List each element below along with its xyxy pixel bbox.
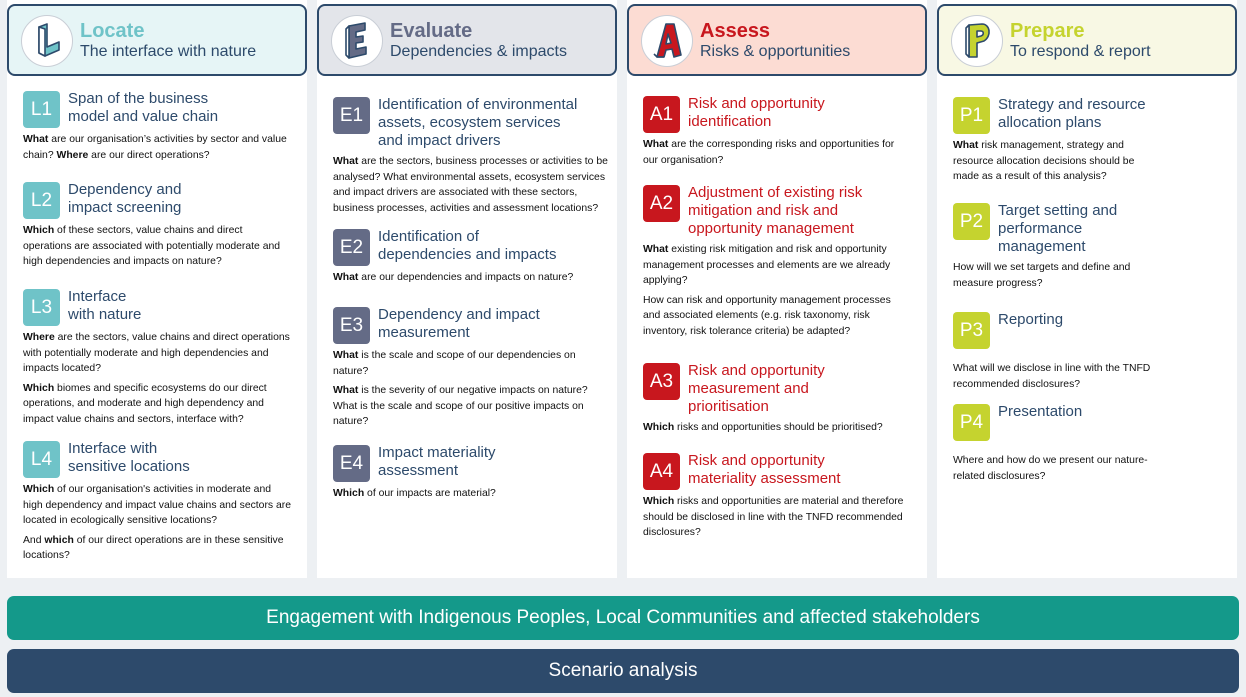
item-title-line: opportunity management (688, 220, 854, 237)
description-text: are the sectors, value chains and direct operations with potentially moderate and high dependencies and impacts located? (23, 332, 290, 375)
assess-header (627, 4, 927, 76)
locate-L-icon (21, 15, 73, 67)
item-description (23, 132, 293, 163)
description-text: How can risk and opportunity management processes and associated elements (e.g. risk taxonomy, risk inventory, risk tolerance criteria) be adapted? (643, 294, 891, 337)
assess-A-icon (641, 15, 693, 67)
description-paragraph (333, 154, 613, 216)
item-title (998, 311, 1063, 329)
item-header (23, 181, 301, 219)
item-title (68, 90, 218, 126)
item-title-line: Risk and opportunity (688, 95, 825, 112)
question-keyword: Which (643, 496, 675, 507)
description-paragraph (333, 383, 613, 430)
item-title-line: Span of the business (68, 90, 209, 107)
question-keyword: Which (333, 488, 365, 499)
description-paragraph (333, 348, 613, 379)
item-header (23, 288, 301, 326)
description-text: Where and how do we present our nature-related disclosures? (953, 455, 1148, 482)
question-keyword: Which (23, 382, 55, 394)
item-description (643, 242, 908, 340)
item-title-line: Risk and opportunity (688, 362, 825, 379)
item-title-line: Impact materiality (378, 444, 496, 461)
item-p4 (937, 403, 1237, 484)
item-e4 (317, 444, 617, 502)
question-keyword: What (333, 272, 359, 283)
item-a1 (627, 95, 927, 168)
question-keyword: What (953, 140, 979, 151)
item-title-line: sensitive locations (68, 458, 190, 475)
item-header (643, 184, 921, 238)
item-title-line: materiality assessment (688, 470, 841, 487)
question-keyword: What (643, 139, 669, 150)
item-description (23, 482, 293, 564)
item-title-line: Adjustment of existing risk (688, 184, 863, 201)
item-title-line: management (998, 238, 1086, 255)
item-l2 (7, 181, 307, 270)
description-text: of our impacts are material? (364, 488, 496, 499)
item-description (23, 223, 293, 270)
item-title (378, 306, 540, 342)
assess-column (627, 0, 927, 578)
prepare-title: Prepare (1010, 20, 1085, 42)
description-paragraph (23, 132, 293, 163)
description-paragraph (23, 381, 293, 428)
item-title-line: Reporting (998, 311, 1064, 328)
description-text: are our organisation’s activities by sector and value chain? (23, 134, 287, 161)
evaluate-subtitle: Dependencies & impacts (390, 43, 567, 60)
description-text: are the sectors, business processes or activities to be analysed? What environmental assets, ecosystem services and impact drivers are associated with these sectors, business processes, activities and assessment locations? (333, 156, 608, 214)
badge-e3: E3 (333, 307, 370, 344)
item-header (333, 228, 611, 266)
locate-title: Locate (80, 20, 145, 42)
item-description (333, 270, 613, 286)
question-keyword: Which (23, 225, 55, 236)
item-title (68, 181, 181, 217)
item-description (643, 494, 908, 541)
item-title-line: Target setting and (998, 202, 1118, 219)
engagement-bar: Engagement with Indigenous Peoples, Local Communities and affected stakeholders (7, 596, 1239, 640)
item-description (333, 486, 613, 502)
description-text: of our organisation's activities in moderate and high dependency and impact value chains and sectors are located in ecologically sensitive locations? (23, 484, 292, 527)
item-p1 (937, 96, 1237, 185)
item-description (643, 420, 908, 436)
question-keyword: Which (643, 422, 675, 433)
item-title-line: mitigation and risk and (688, 202, 839, 219)
item-title-line: performance (998, 220, 1083, 237)
description-paragraph (953, 138, 1163, 185)
description-text: What will we disclose in line with the TNFD recommended disclosures? (953, 363, 1151, 390)
question-keyword: which (44, 534, 74, 546)
prepare-column (937, 0, 1237, 578)
item-l3 (7, 288, 307, 428)
badge-p1: P1 (953, 97, 990, 134)
item-title (998, 96, 1146, 132)
item-title-line: Interface (68, 288, 127, 305)
item-title-line: model and value chain (68, 108, 219, 125)
question-keyword: Which (23, 484, 55, 495)
item-title-line: Identification of environmental (378, 96, 578, 113)
item-header (23, 90, 301, 128)
badge-l4: L4 (23, 441, 60, 478)
badge-l2: L2 (23, 182, 60, 219)
description-paragraph (23, 330, 293, 377)
description-text: are our dependencies and impacts on nature? (358, 272, 574, 283)
item-title (688, 184, 862, 238)
evaluate-title: Evaluate (390, 20, 473, 42)
item-title (688, 362, 825, 416)
item-title-line: Presentation (998, 403, 1083, 420)
prepare-header (937, 4, 1237, 76)
item-title-line: identification (688, 113, 772, 130)
badge-a2: A2 (643, 185, 680, 222)
badge-l3: L3 (23, 289, 60, 326)
badge-a1: A1 (643, 96, 680, 133)
item-title-line: prioritisation (688, 398, 769, 415)
item-description (953, 361, 1163, 392)
evaluate-header (317, 4, 617, 76)
item-title-line: allocation plans (998, 114, 1102, 131)
item-title (378, 96, 577, 150)
question-keyword: What (23, 134, 49, 145)
description-text: And (23, 534, 45, 546)
assess-title: Assess (700, 20, 771, 42)
locate-subtitle: The interface with nature (80, 43, 257, 60)
item-l1 (7, 90, 307, 163)
item-description (953, 260, 1163, 291)
description-text: of these sectors, value chains and direct operations are associated with potentially moderate and high dependencies and impacts on nature? (23, 225, 281, 268)
item-title-line: Dependency and impact (378, 306, 540, 323)
item-title-line: measurement and (688, 380, 809, 397)
description-text: of our direct operations are in these sensitive locations? (23, 534, 284, 562)
description-paragraph (23, 482, 293, 529)
description-paragraph (643, 242, 908, 289)
description-paragraph (333, 486, 613, 502)
description-text: are the corresponding risks and opportunities for our organisation? (643, 139, 895, 166)
badge-p3: P3 (953, 312, 990, 349)
item-description (333, 348, 613, 430)
badge-a3: A3 (643, 363, 680, 400)
item-header (643, 452, 921, 490)
description-text: is the severity of our negative impacts on nature? What is the scale and scope of our positive impacts on nature? (333, 385, 588, 428)
description-paragraph (953, 453, 1163, 484)
item-a3 (627, 362, 927, 436)
item-title (688, 452, 841, 488)
description-paragraph (953, 260, 1163, 291)
evaluate-E-icon (331, 15, 383, 67)
item-title-line: assessment (378, 462, 459, 479)
description-text: is the scale and scope of our dependencies on nature? (333, 350, 576, 377)
question-keyword: What (643, 244, 669, 255)
prepare-P-icon (951, 15, 1003, 67)
description-text: existing risk mitigation and risk and opportunity management processes and elements are we already applying? (643, 244, 891, 287)
description-paragraph (643, 420, 908, 436)
question-keyword: What (333, 156, 359, 167)
item-description (953, 453, 1163, 484)
item-description (643, 137, 908, 168)
item-title-line: with nature (68, 306, 142, 323)
locate-header (7, 4, 307, 76)
item-title-line: Interface with (68, 440, 158, 457)
badge-a4: A4 (643, 453, 680, 490)
description-text: are our direct operations? (88, 149, 210, 161)
item-title-line: measurement (378, 324, 470, 341)
item-header (953, 96, 1231, 134)
item-title-line: Strategy and resource (998, 96, 1146, 113)
description-paragraph (23, 223, 293, 270)
item-p3 (937, 311, 1237, 392)
item-a2 (627, 184, 927, 340)
item-header (953, 403, 1231, 441)
item-p2 (937, 202, 1237, 291)
item-title (378, 444, 496, 480)
item-a4 (627, 452, 927, 541)
description-text: risk management, strategy and resource allocation decisions should be made as a result of this analysis? (953, 140, 1135, 183)
prepare-subtitle: To respond & report (1010, 43, 1151, 60)
description-paragraph (643, 137, 908, 168)
badge-e4: E4 (333, 445, 370, 482)
description-paragraph (23, 533, 293, 564)
item-description (333, 154, 613, 216)
item-e2 (317, 228, 617, 286)
assess-subtitle: Risks & opportunities (700, 43, 851, 60)
description-paragraph (643, 293, 908, 340)
question-keyword: What (333, 385, 359, 397)
item-title (378, 228, 556, 264)
badge-e2: E2 (333, 229, 370, 266)
item-e3 (317, 306, 617, 430)
description-text: biomes and specific ecosystems do our direct operations, and moderate and high dependency and impact value chains and sectors, interface with? (23, 382, 267, 425)
badge-p4: P4 (953, 404, 990, 441)
item-header (23, 440, 301, 478)
description-paragraph (333, 270, 613, 286)
item-title (998, 202, 1117, 256)
item-title-line: Identification of (378, 228, 479, 245)
description-text: risks and opportunities should be prioritised? (674, 422, 883, 433)
locate-column (7, 0, 307, 578)
question-keyword: Where (56, 149, 89, 161)
badge-l1: L1 (23, 91, 60, 128)
item-title (68, 440, 190, 476)
question-keyword: Where (23, 332, 55, 343)
item-header (333, 306, 611, 344)
description-text: risks and opportunities are material and therefore should be disclosed in line with the TNFD recommended disclosures? (643, 496, 904, 539)
item-header (643, 362, 921, 416)
item-description (953, 138, 1163, 185)
description-text: How will we set targets and define and measure progress? (953, 262, 1131, 289)
description-paragraph (643, 494, 908, 541)
item-l4 (7, 440, 307, 564)
item-title-line: dependencies and impacts (378, 246, 557, 263)
item-header (643, 95, 921, 133)
item-e1 (317, 96, 617, 216)
item-title-line: Risk and opportunity (688, 452, 825, 469)
description-paragraph (953, 361, 1163, 392)
item-title-line: impact screening (68, 199, 182, 216)
scenario-analysis-bar: Scenario analysis (7, 649, 1239, 693)
item-title (68, 288, 141, 324)
badge-e1: E1 (333, 97, 370, 134)
item-title-line: and impact drivers (378, 132, 501, 149)
question-keyword: What (333, 350, 359, 361)
item-header (333, 444, 611, 482)
badge-p2: P2 (953, 203, 990, 240)
item-title-line: Dependency and (68, 181, 182, 198)
item-title (998, 403, 1082, 421)
item-header (953, 202, 1231, 256)
item-title (688, 95, 825, 131)
item-description (23, 330, 293, 428)
item-header (333, 96, 611, 150)
item-header (953, 311, 1231, 349)
item-title-line: assets, ecosystem services (378, 114, 561, 131)
evaluate-column (317, 0, 617, 578)
